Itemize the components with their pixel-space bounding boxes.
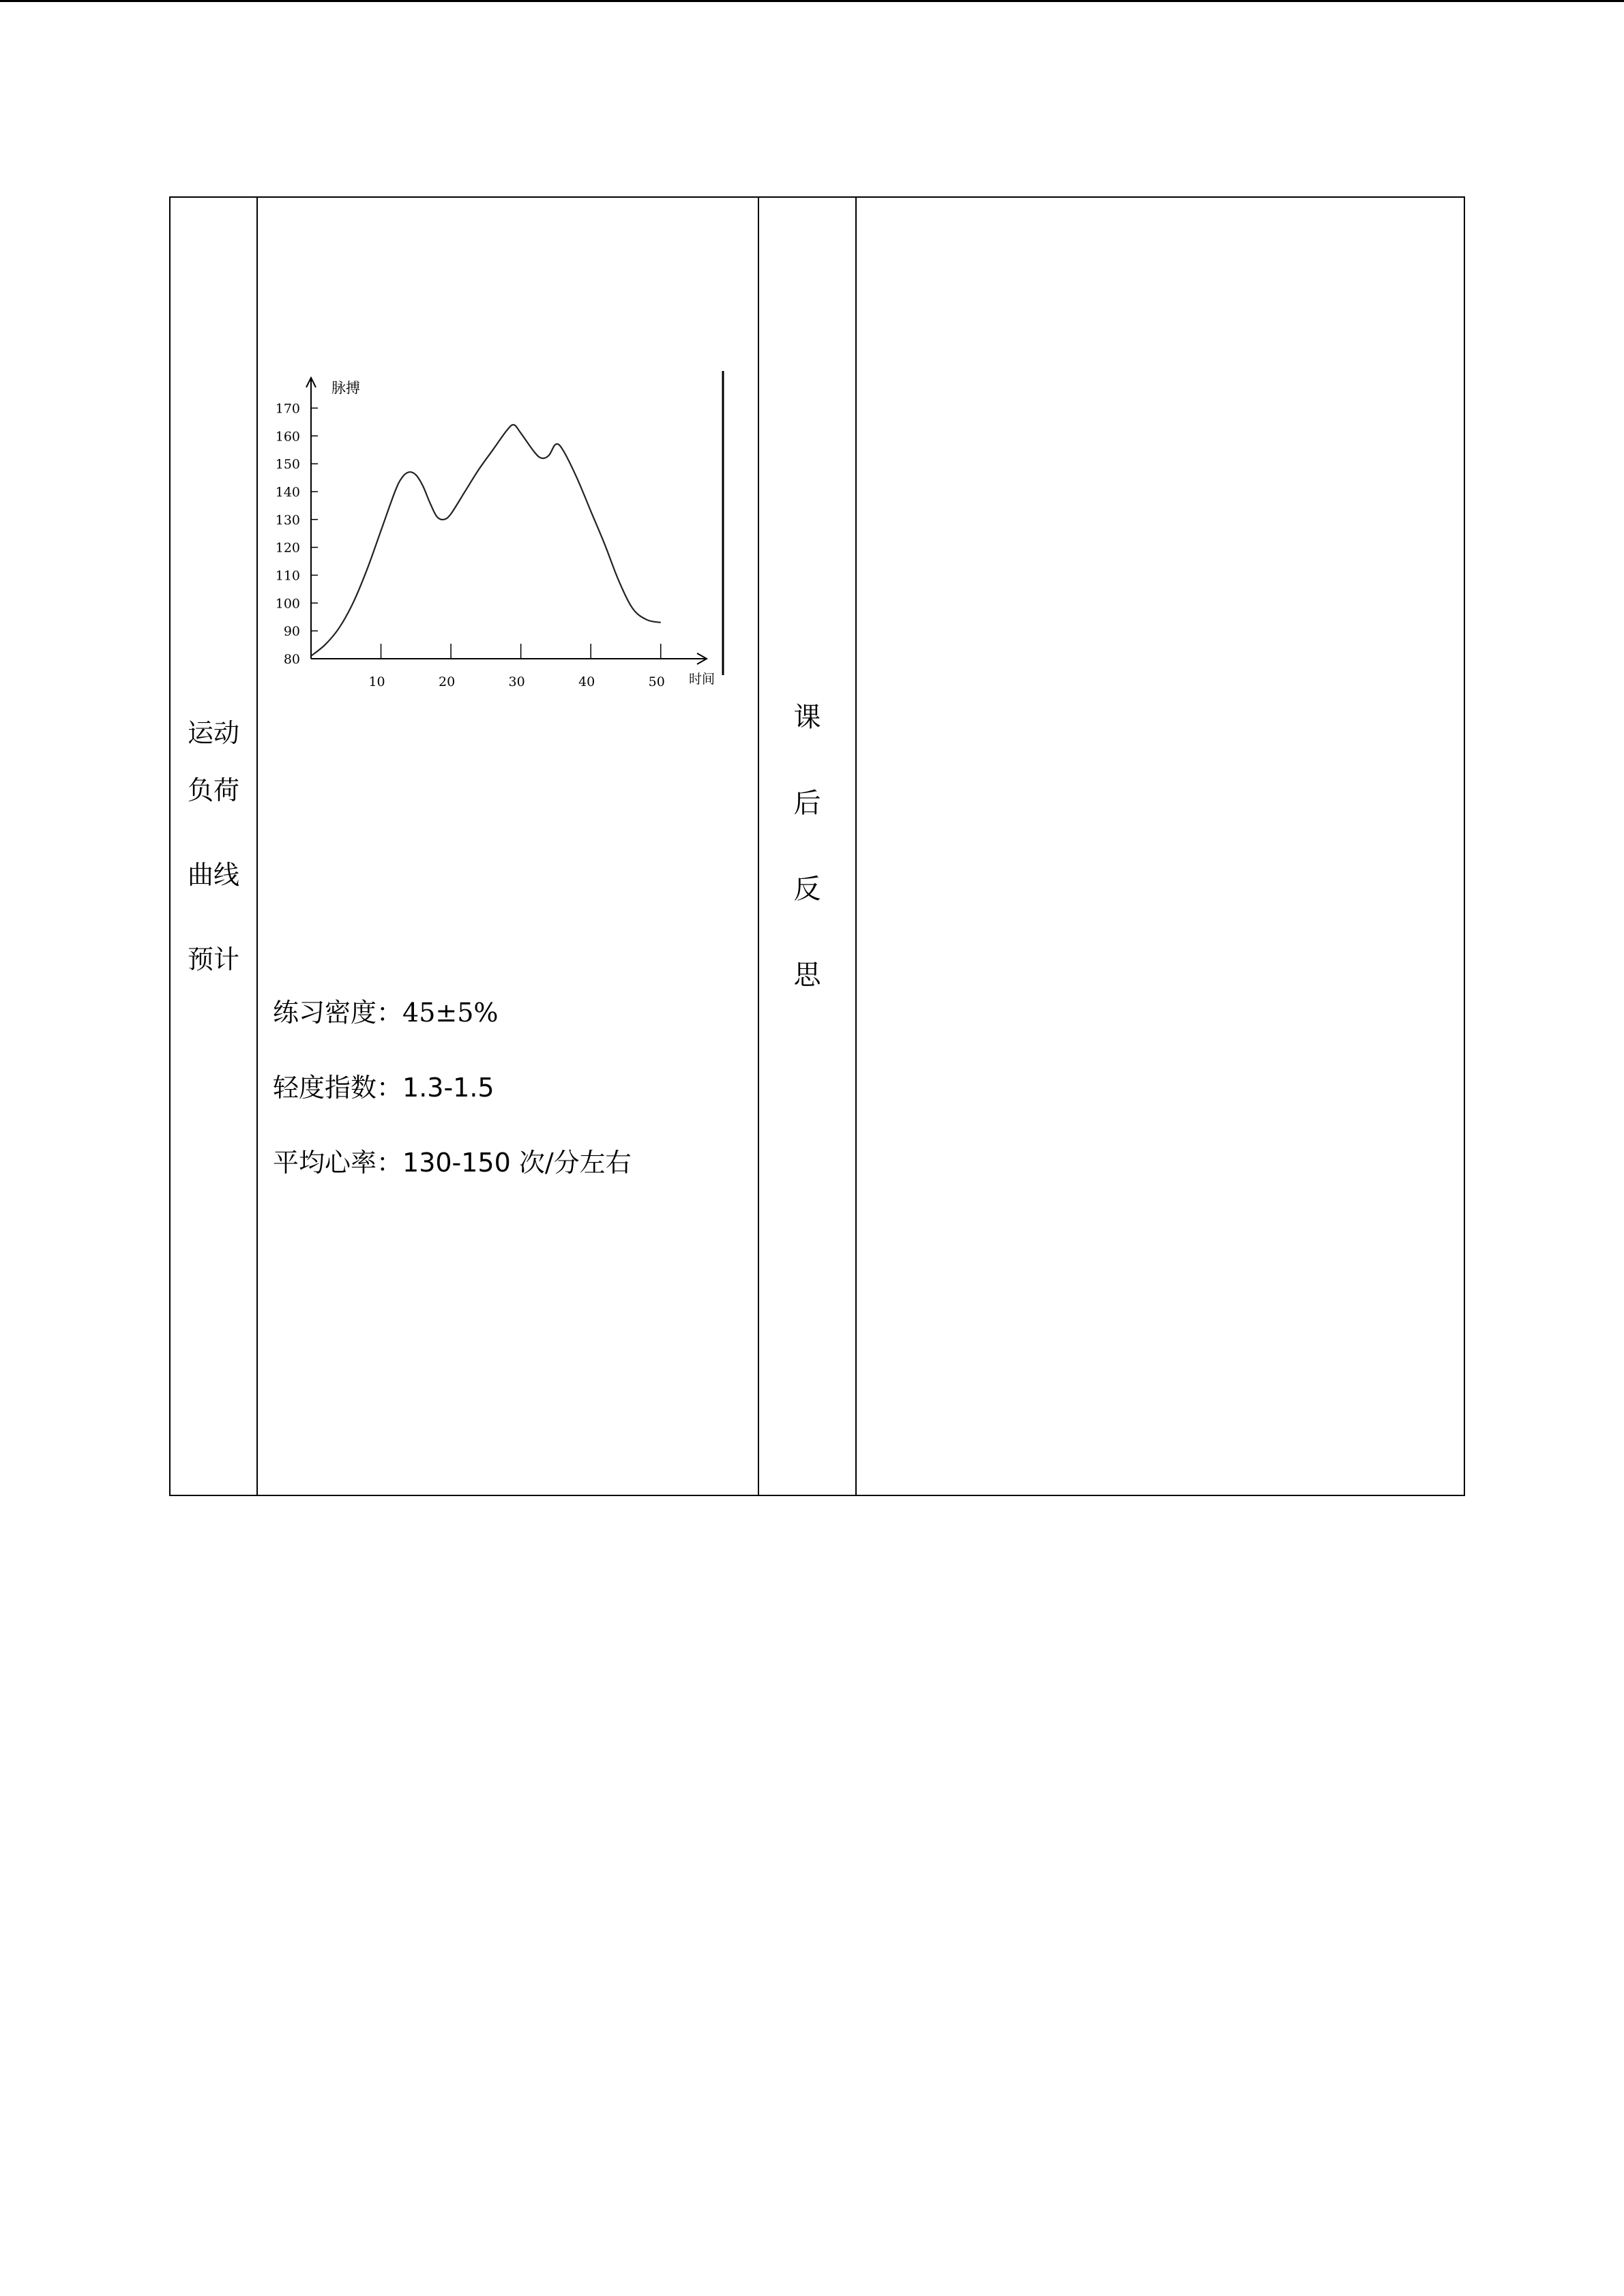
table-row xyxy=(170,197,1464,1495)
intensity-value: 1.3-1.5 xyxy=(402,1073,494,1103)
y-tick-label: 160 xyxy=(275,429,300,445)
label-line: 预计 xyxy=(187,944,239,974)
load-curve-label-cell xyxy=(170,197,257,1495)
label-line: 反 xyxy=(793,874,821,905)
reflection-content-cell xyxy=(856,197,1464,1495)
reflection-label-cell xyxy=(758,197,856,1495)
y-tick-label: 80 xyxy=(283,652,300,667)
x-tick-label: 30 xyxy=(508,674,525,689)
density-line xyxy=(273,992,632,1067)
load-stats xyxy=(273,992,632,1217)
y-tick-label: 120 xyxy=(275,540,300,556)
load-curve-label xyxy=(171,720,256,972)
heart-rate-chart-svg xyxy=(271,361,746,689)
x-tick-label: 40 xyxy=(578,674,595,689)
heart-rate-label: 平均心率： xyxy=(273,1148,403,1178)
y-tick-label: 170 xyxy=(275,401,300,417)
label-line: 后 xyxy=(793,788,821,819)
heart-rate-series-line xyxy=(311,425,661,656)
y-axis-label: 脉搏 xyxy=(331,380,360,396)
density-label: 练习密度： xyxy=(273,998,403,1028)
heart-rate-value: 130-150 xyxy=(402,1148,511,1178)
lesson-plan-table xyxy=(169,196,1465,1496)
x-tick-label: 10 xyxy=(368,674,385,689)
intensity-label: 轻度指数： xyxy=(273,1073,403,1103)
load-curve-content-cell xyxy=(257,197,758,1495)
x-axis-label: 时间 xyxy=(689,672,715,687)
x-tick-label: 50 xyxy=(648,674,665,689)
label-line: 思 xyxy=(793,959,821,991)
y-tick-label: 150 xyxy=(275,457,300,473)
heart-rate-unit: 次/分左右 xyxy=(510,1148,632,1178)
y-tick-label: 90 xyxy=(283,624,300,640)
heart-rate-chart xyxy=(271,361,746,689)
intensity-line xyxy=(273,1067,632,1142)
y-tick-label: 130 xyxy=(275,512,300,528)
label-line: 负荷 xyxy=(187,775,239,805)
page-top-rule xyxy=(0,0,1624,2)
label-line: 课 xyxy=(793,702,821,733)
label-line: 运动 xyxy=(187,718,239,748)
heart-rate-line xyxy=(273,1142,632,1217)
label-line: 曲线 xyxy=(187,860,239,890)
y-tick-label: 110 xyxy=(275,568,300,584)
y-tick-label: 100 xyxy=(275,596,300,612)
density-value: 45±5% xyxy=(402,998,499,1028)
reflection-label xyxy=(759,704,855,989)
y-tick-label: 140 xyxy=(275,484,300,500)
x-tick-label: 20 xyxy=(438,674,456,689)
